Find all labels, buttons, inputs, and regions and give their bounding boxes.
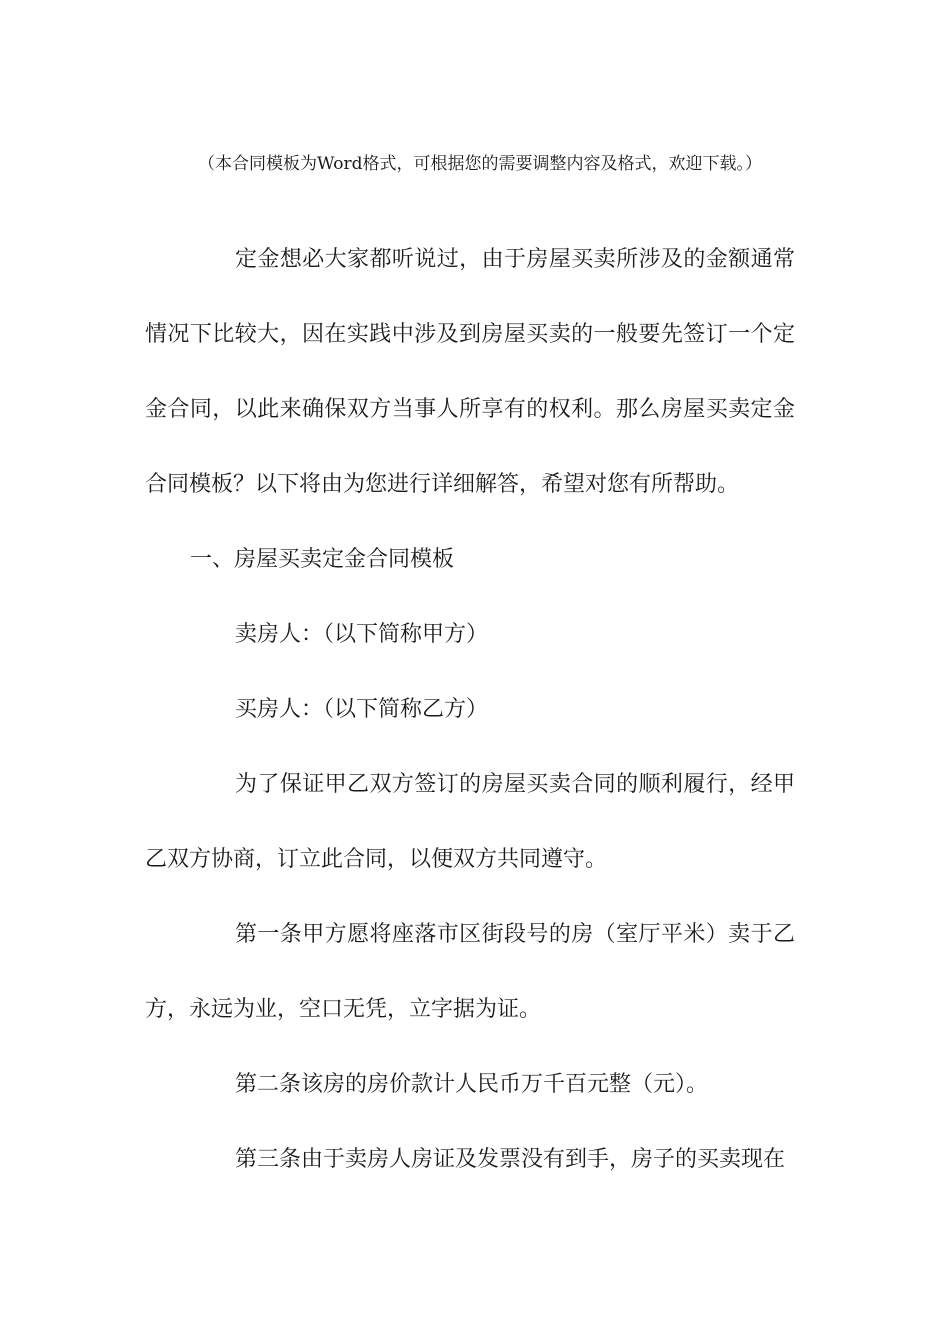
intro-paragraph: [145, 222, 795, 522]
article-2-text: 第二条该房的房价款计人民币万千百元整（元）。: [235, 1072, 709, 1097]
seller-text: 卖房人：（以下简称甲方）: [235, 622, 489, 647]
buyer-line: [145, 672, 795, 747]
document-body: [145, 222, 795, 1197]
article-1-text: 第一条甲方愿将座落市区街段号的房（室厅平米）卖于乙方，永远为业，空口无凭，立字据为证。: [145, 922, 795, 1022]
article-2: [145, 1047, 795, 1122]
article-3-text: 第三条由于卖房人房证及发票没有到手，房子的买卖现在: [235, 1147, 786, 1172]
article-3: [145, 1122, 795, 1197]
article-1: [145, 897, 795, 1047]
purpose-paragraph: [145, 747, 795, 897]
purpose-text: 为了保证甲乙双方签订的房屋买卖合同的顺利履行，经甲乙双方协商，订立此合同，以便双方共同遵守。: [145, 772, 795, 872]
buyer-text: 买房人：（以下简称乙方）: [235, 697, 489, 722]
template-note: （本合同模板为Word格式，可根据您的需要调整内容及格式，欢迎下载。）: [197, 154, 763, 174]
seller-line: [145, 597, 795, 672]
intro-text: 定金想必大家都听说过，由于房屋买卖所涉及的金额通常情况下比较大，因在实践中涉及到房屋买卖的一般要先签订一个定金合同，以此来确保双方当事人所享有的权利。那么房屋买卖定金合同模板？以下将由为您进行详细解答，希望对您有所帮助。: [145, 247, 795, 497]
section-heading: [145, 522, 795, 597]
section-heading-text: 一、房屋买卖定金合同模板: [190, 547, 455, 572]
